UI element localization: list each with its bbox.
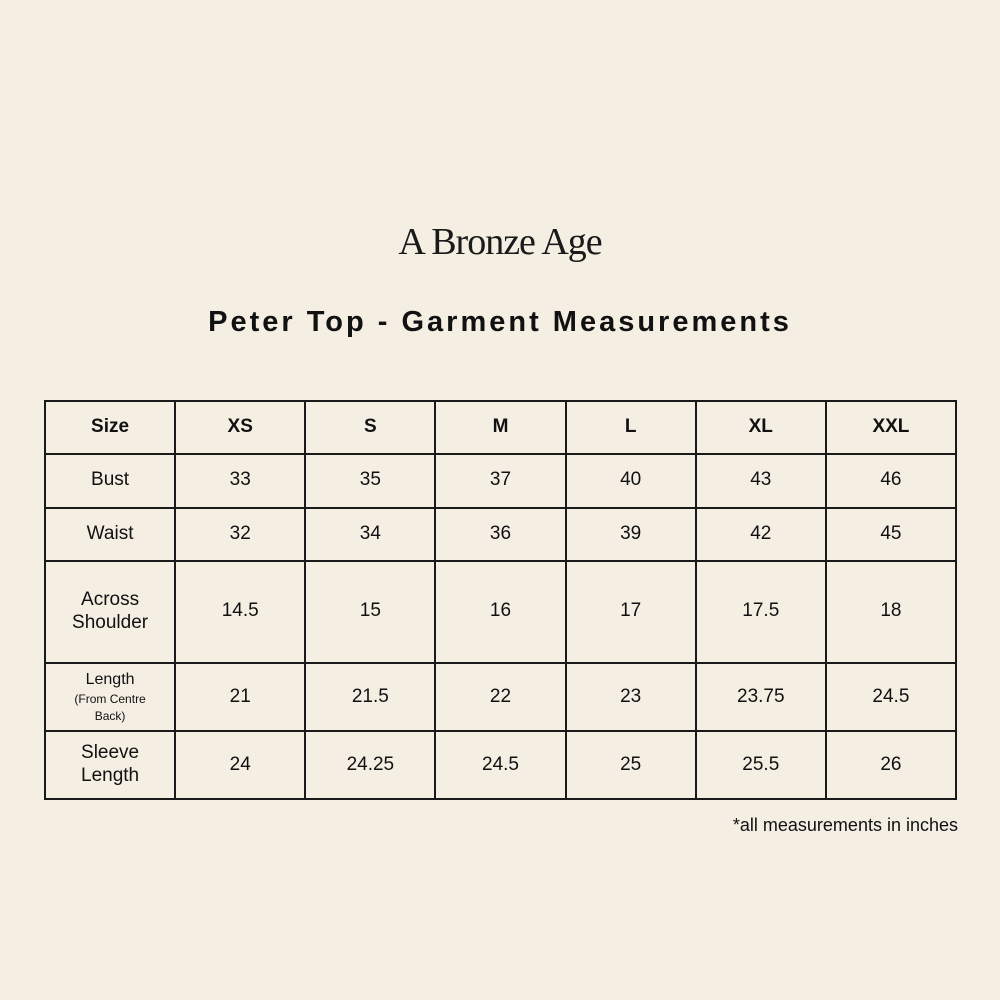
table-cell: 34: [305, 508, 435, 561]
table-cell: 42: [696, 508, 826, 561]
table-row: [45, 663, 956, 731]
table-cell: 25.5: [696, 731, 826, 799]
table-cell: 21.5: [305, 663, 435, 731]
table-cell: 17: [566, 561, 696, 663]
row-label-subtext: (From Centre: [74, 692, 146, 706]
table-cell: 18: [826, 561, 956, 663]
table-cell: 36: [435, 508, 565, 561]
header-cell: S: [305, 401, 435, 454]
row-label-subtext: Back): [94, 709, 126, 724]
table-cell: 46: [826, 454, 956, 507]
header-cell: M: [435, 401, 565, 454]
row-label-line: Length: [85, 671, 135, 689]
row-label: [45, 731, 175, 799]
header-cell: L: [566, 401, 696, 454]
table-cell: 26: [826, 731, 956, 799]
table-cell: 23: [566, 663, 696, 731]
row-label-line: Shoulder: [72, 611, 149, 633]
table-cell: 24: [175, 731, 305, 799]
table-cell: 32: [175, 508, 305, 561]
table-cell: 25: [566, 731, 696, 799]
table-cell: 39: [566, 508, 696, 561]
row-label: [45, 561, 175, 663]
row-label-line: Sleeve: [81, 742, 140, 764]
table-cell: 23.75: [696, 663, 826, 731]
table-cell: 24.25: [305, 731, 435, 799]
table-cell: 22: [435, 663, 565, 731]
table-cell: 45: [826, 508, 956, 561]
header-cell: XS: [175, 401, 305, 454]
table-row: [45, 508, 956, 561]
table-cell: 33: [175, 454, 305, 507]
row-label-line: Across: [81, 589, 140, 611]
table-cell: 14.5: [175, 561, 305, 663]
table-cell: 37: [435, 454, 565, 507]
header-cell: XXL: [826, 401, 956, 454]
table-cell: 21: [175, 663, 305, 731]
units-footnote: *all measurements in inches: [732, 815, 958, 835]
page-title: Peter Top - Garment Measurements: [208, 306, 792, 338]
table-cell: 24.5: [435, 731, 565, 799]
row-label: Waist: [45, 508, 175, 561]
row-label-line: Length: [81, 765, 140, 786]
table-cell: 35: [305, 454, 435, 507]
table-row: [45, 731, 956, 799]
row-label: Bust: [45, 454, 175, 507]
row-label: [45, 663, 175, 731]
table-cell: 40: [566, 454, 696, 507]
brand-logo: A Bronze Age: [398, 221, 602, 263]
table-cell: 43: [696, 454, 826, 507]
table-row: [45, 454, 956, 507]
table-row: [45, 561, 956, 663]
table-cell: 17.5: [696, 561, 826, 663]
header-row: [45, 401, 956, 454]
table-cell: 16: [435, 561, 565, 663]
size-chart-table: [44, 400, 957, 800]
table-cell: 24.5: [826, 663, 956, 731]
table-cell: 15: [305, 561, 435, 663]
header-cell: XL: [696, 401, 826, 454]
header-cell: Size: [45, 401, 175, 454]
